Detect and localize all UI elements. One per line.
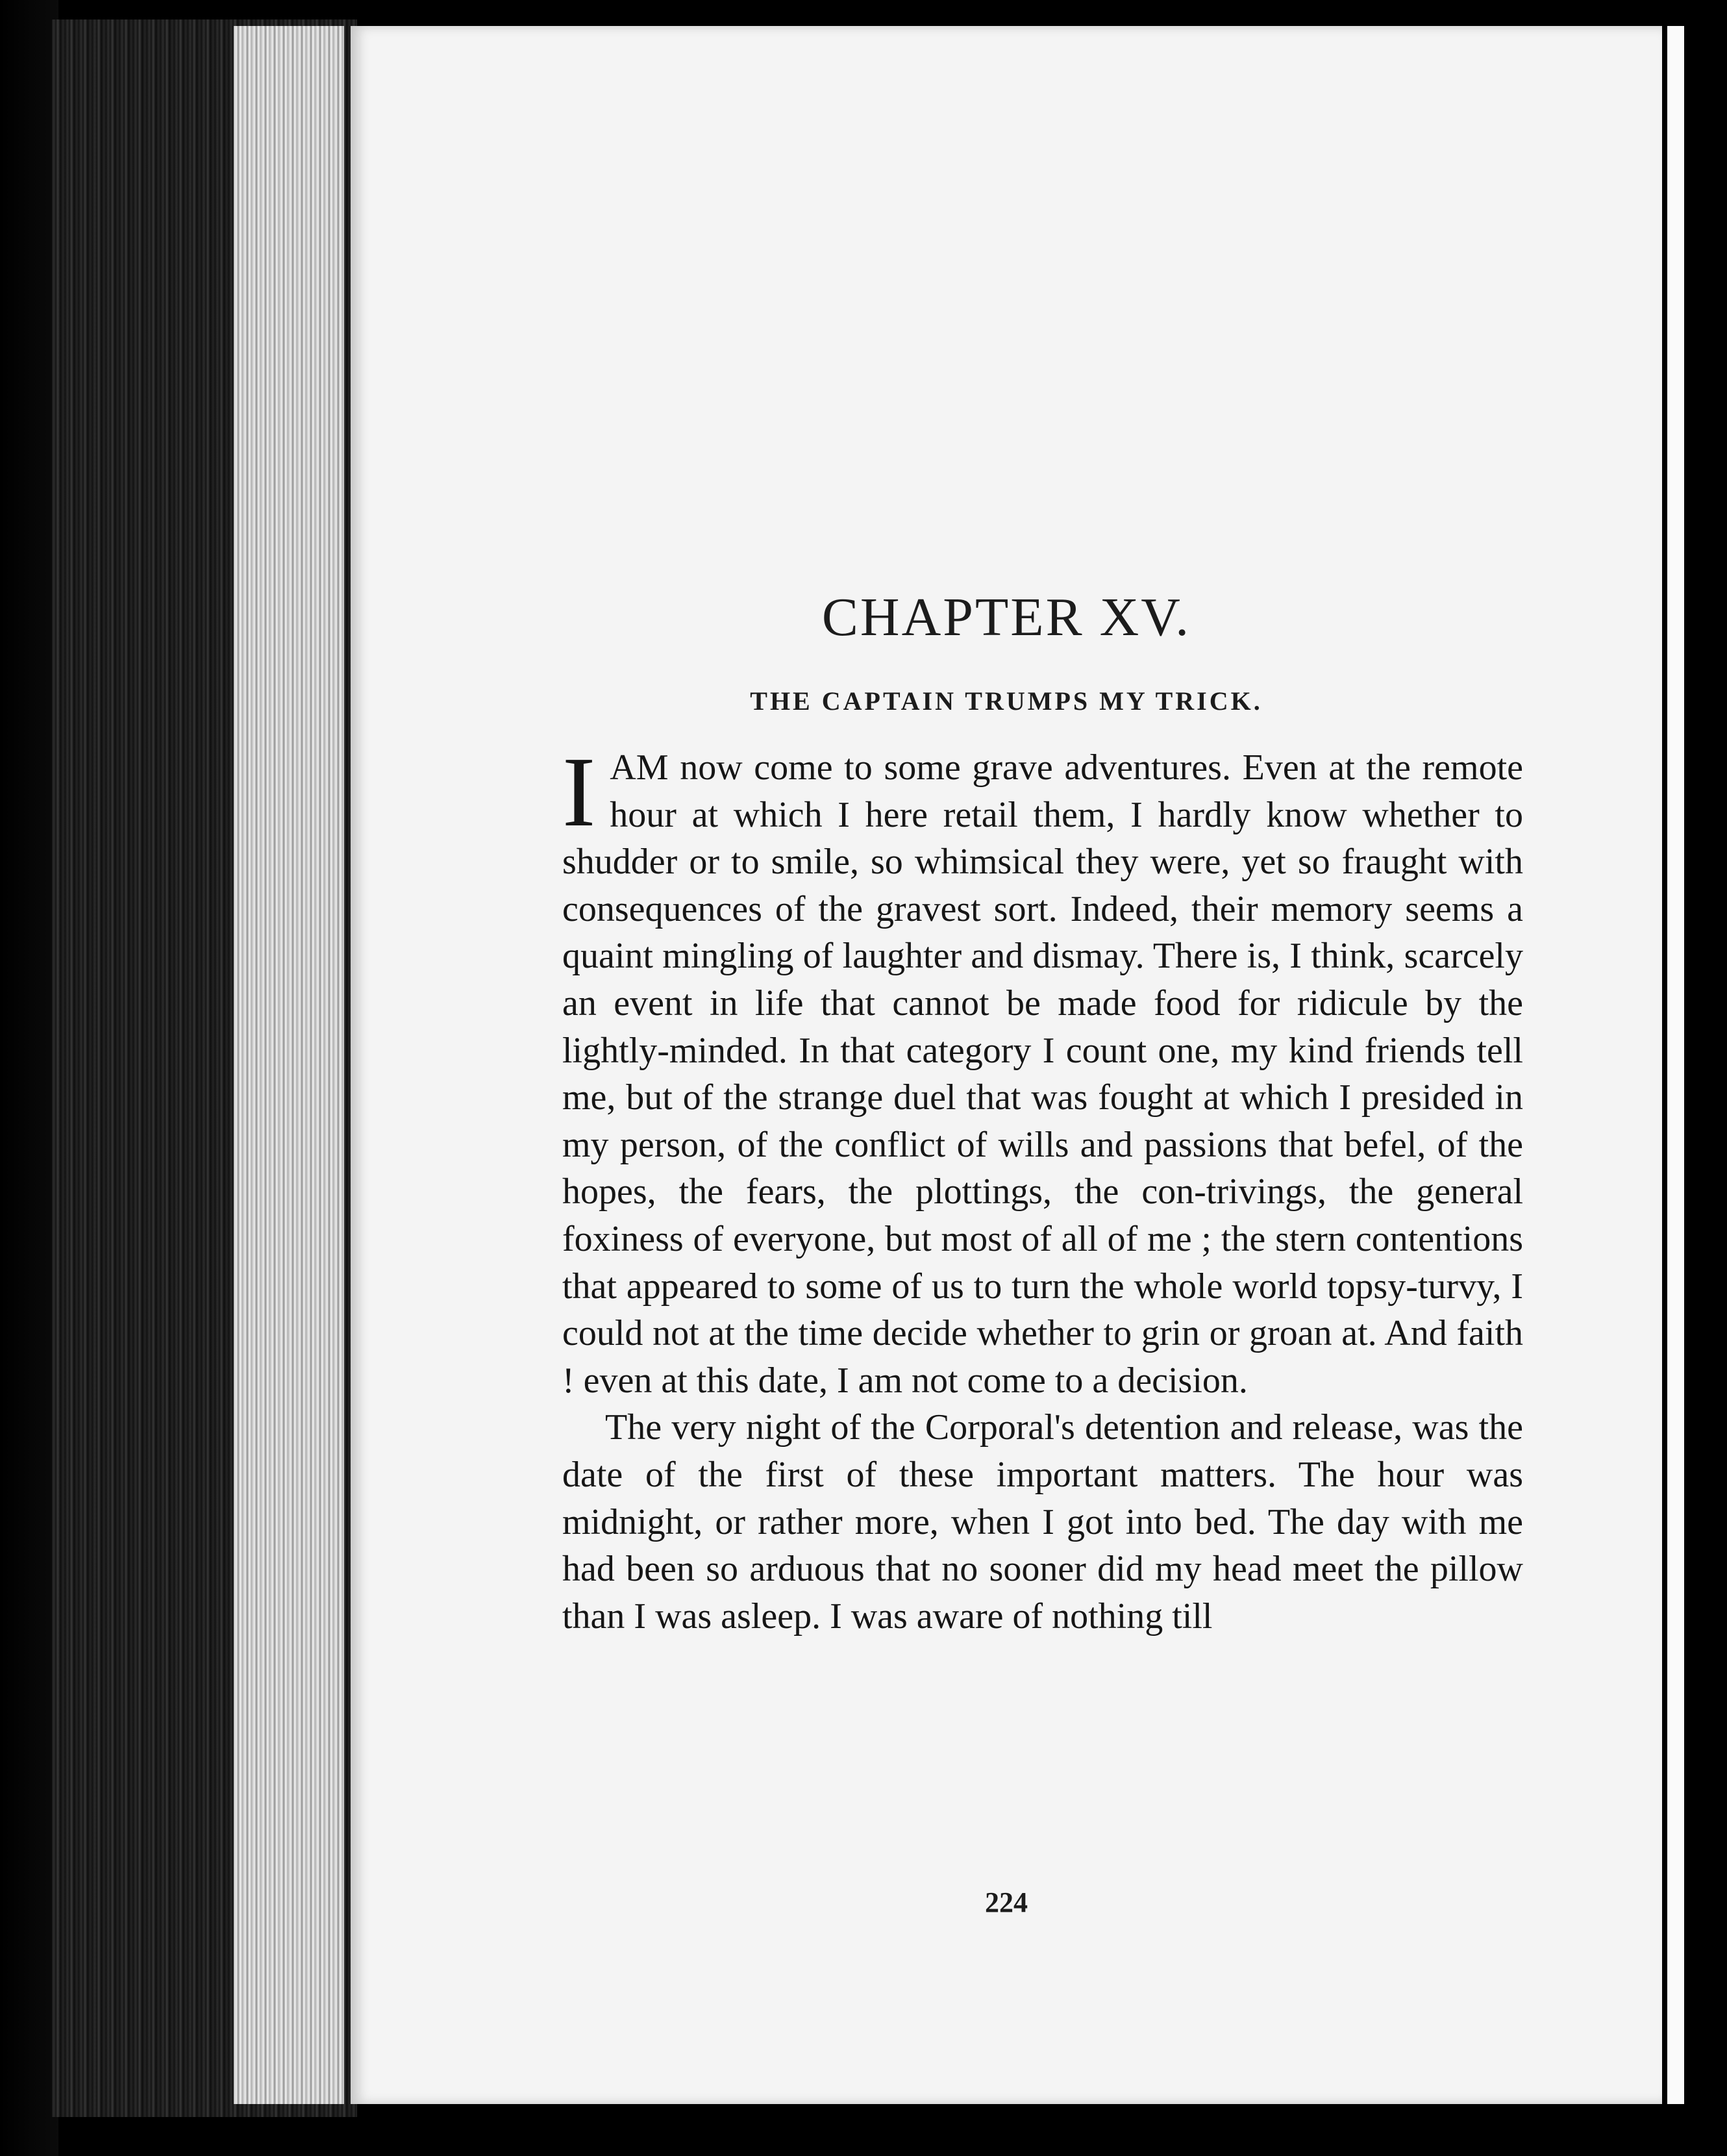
- paragraph-1-text: AM now come to some grave adventures. Even at the remote hour at which I here retail them, I hardly know whether to shudder or to smile, so whimsical they were, yet so fraught with consequences of the gravest sort. Indeed, their memory seems a quaint mingling of laughter and dismay. There is, I think, scarcely an event in life that cannot be made food for ridicule by the lightly-minded. In that category I count one, my kind friends tell me, but of the strange duel that was fought at which I presided in my person, of the conflict of wills and passions that befel, of the hopes, the fears, the plottings, the con-trivings, the general foxiness of everyone, but most of all of me ; the stern contentions that appeared to some of us to turn the whole world topsy-turvy, I could not at the time decide whether to grin or groan at. And faith ! even at this date, I am not come to a decision.: [562, 747, 1523, 1401]
- body-text: [562, 737, 1523, 1640]
- paragraph-2-text: The very night of the Corporal's detention and release, was the date of the first of these important matters. The hour was midnight, or rather more, when I got into bed. The day with me had been so arduous that no sooner did my head meet the pillow than I was asleep. I was aware of nothing till: [562, 1407, 1523, 1636]
- page-number: 224: [985, 1886, 1028, 1918]
- chapter-subtitle: THE CAPTAIN TRUMPS MY TRICK.: [750, 686, 1263, 716]
- drop-cap: I: [562, 737, 596, 847]
- book-spine-shadow: [0, 0, 58, 2156]
- book-page: [351, 26, 1662, 2104]
- chapter-title: CHAPTER XV.: [821, 587, 1191, 647]
- paragraph-1: [562, 737, 1523, 1404]
- page-edges-light: [234, 26, 344, 2104]
- facing-page-edge: [1667, 26, 1684, 2104]
- paragraph-2: [562, 1404, 1523, 1640]
